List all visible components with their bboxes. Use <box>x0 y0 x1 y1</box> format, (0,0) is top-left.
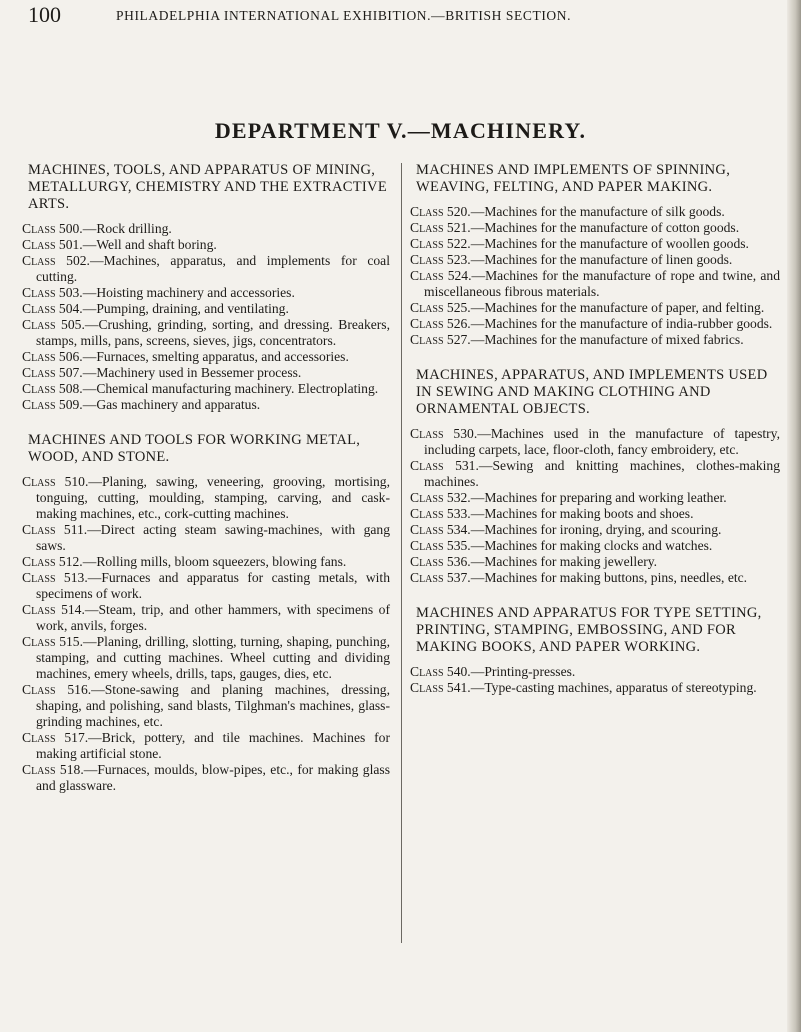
class-entry <box>410 458 780 490</box>
class-entry <box>22 730 390 762</box>
class-description: —Furnaces and apparatus for casting metals, with specimens of work. <box>36 570 390 601</box>
class-label: Class 504. <box>22 301 83 316</box>
class-label: Class 535. <box>410 538 471 553</box>
class-description: —Pumping, draining, and ventilating. <box>82 301 289 316</box>
section-title: MACHINES, TOOLS, AND APPARATUS OF MINING, METALLURGY, CHEMISTRY AND THE EXTRACTIVE ARTS. <box>28 162 387 212</box>
class-entry <box>22 570 390 602</box>
header-title: PHILADELPHIA INTERNATIONAL EXHIBITION.—BRITISH SECTION. <box>116 8 572 23</box>
class-label: Class 532. <box>410 490 471 505</box>
class-label: Class 511. <box>22 522 88 537</box>
class-description: —Machines for the manufacture of woollen goods. <box>470 236 749 251</box>
class-label: Class 525. <box>410 300 471 315</box>
class-label: Class 508. <box>22 381 83 396</box>
section-title: MACHINES, APPARATUS, AND IMPLEMENTS USED IN SEWING AND MAKING CLOTHING AND ORNAMENTAL OBJECTS. <box>416 367 768 417</box>
class-description: —Direct acting steam sawing-machines, with gang saws. <box>36 522 390 553</box>
class-entry <box>22 682 390 730</box>
class-description: —Machines for the manufacture of silk goods. <box>470 204 725 219</box>
class-label: Class 510. <box>22 474 89 489</box>
class-description: —Gas machinery and apparatus. <box>82 397 261 412</box>
class-description: —Well and shaft boring. <box>82 237 217 252</box>
class-entry <box>22 634 390 682</box>
class-entry <box>410 204 780 220</box>
class-label: Class 513. <box>22 570 88 585</box>
class-label: Class 540. <box>410 664 471 679</box>
class-label: Class 500. <box>22 221 83 236</box>
section-title: MACHINES AND IMPLEMENTS OF SPINNING, WEAVING, FELTING, AND PAPER MAKING. <box>416 162 731 195</box>
class-description: —Brick, pottery, and tile machines. Machines for making artificial stone. <box>36 730 390 761</box>
class-description: —Rock drilling. <box>82 221 172 236</box>
class-label: Class 518. <box>22 762 84 777</box>
class-label: Class 523. <box>410 252 471 267</box>
class-description: —Steam, trip, and other hammers, with specimens of work, anvils, forges. <box>36 602 391 633</box>
class-description: —Chemical manufacturing machinery. Electroplating. <box>82 381 379 396</box>
class-label: Class 515. <box>22 634 84 649</box>
class-entry <box>410 490 780 506</box>
class-description: —Machines for the manufacture of cotton goods. <box>470 220 740 235</box>
class-description: —Machines for the manufacture of rope and twine, and miscellaneous fibrous materials. <box>424 268 780 299</box>
class-entry <box>22 253 390 285</box>
left-column <box>22 162 390 794</box>
class-description: —Furnaces, smelting apparatus, and accessories. <box>82 349 349 364</box>
class-description: —Machines for the manufacture of paper, and felting. <box>470 300 765 315</box>
class-entry <box>410 680 780 696</box>
class-label: Class 536. <box>410 554 471 569</box>
class-label: Class 533. <box>410 506 471 521</box>
class-entry <box>410 538 780 554</box>
class-description: —Machinery used in Bessemer process. <box>82 365 302 380</box>
section-title: MACHINES AND APPARATUS FOR TYPE SETTING, PRINTING, STAMPING, EMBOSSING, AND FOR MAKING BOOKS, AND PAPER WORKING. <box>416 605 762 655</box>
class-label: Class 516. <box>22 682 92 697</box>
class-entry <box>22 301 390 317</box>
class-label: Class 522. <box>410 236 471 251</box>
class-entry <box>410 522 780 538</box>
class-entry <box>410 316 780 332</box>
class-label: Class 501. <box>22 237 83 252</box>
page-edge <box>787 0 801 1032</box>
class-label: Class 509. <box>22 397 83 412</box>
class-entry <box>22 522 390 554</box>
section-title: MACHINES AND TOOLS FOR WORKING METAL, WOOD, AND STONE. <box>28 432 361 465</box>
class-label: Class 506. <box>22 349 83 364</box>
class-label: Class 512. <box>22 554 83 569</box>
class-label: Class 541. <box>410 680 471 695</box>
class-label: Class 514. <box>22 602 85 617</box>
class-entry <box>410 664 780 680</box>
running-head <box>28 2 791 34</box>
class-description: —Printing-presses. <box>470 664 576 679</box>
class-entry <box>22 237 390 253</box>
section-gap <box>410 348 780 367</box>
class-label: Class 503. <box>22 285 83 300</box>
class-entry <box>22 317 390 349</box>
class-entry <box>410 236 780 252</box>
class-description: —Machines for the manufacture of mixed fabrics. <box>470 332 744 347</box>
class-label: Class 502. <box>22 253 90 268</box>
class-entry <box>410 252 780 268</box>
class-description: —Stone-sawing and planing machines, dressing, shaping, and polishing, sand blasts, Tilghman's machines, glass-grinding machines, etc. <box>36 682 390 729</box>
class-entry <box>410 570 780 586</box>
class-entry <box>22 349 390 365</box>
class-entry <box>410 220 780 236</box>
column-divider <box>401 163 402 943</box>
class-entry <box>410 268 780 300</box>
class-description: —Machines for making buttons, pins, needles, etc. <box>470 570 748 585</box>
class-entry <box>22 381 390 397</box>
class-label: Class 534. <box>410 522 471 537</box>
class-entry <box>22 474 390 522</box>
section-gap <box>22 413 390 432</box>
class-label: Class 505. <box>22 317 85 332</box>
class-description: —Hoisting machinery and accessories. <box>82 285 295 300</box>
class-label: Class 527. <box>410 332 471 347</box>
class-label: Class 524. <box>410 268 472 283</box>
class-description: —Machines for preparing and working leather. <box>470 490 727 505</box>
class-label: Class 507. <box>22 365 83 380</box>
right-column <box>410 162 780 696</box>
class-entry <box>22 285 390 301</box>
class-description: —Furnaces, moulds, blow-pipes, etc., for making glass and glassware. <box>36 762 390 793</box>
class-description: —Machines used in the manufacture of tapestry, including carpets, lace, floor-cloth, fancy embroidery, etc. <box>424 426 780 457</box>
class-description: —Machines for the manufacture of india-rubber goods. <box>470 316 773 331</box>
class-entry <box>410 426 780 458</box>
class-description: —Machines, apparatus, and implements for coal cutting. <box>36 253 390 284</box>
page-number: 100 <box>28 2 61 27</box>
section-gap <box>410 586 780 605</box>
class-description: —Machines for making boots and shoes. <box>470 506 694 521</box>
class-entry <box>410 332 780 348</box>
class-entry <box>410 300 780 316</box>
class-label: Class 520. <box>410 204 471 219</box>
class-description: —Type-casting machines, apparatus of stereotyping. <box>470 680 757 695</box>
class-entry <box>22 221 390 237</box>
department-title: DEPARTMENT V.—MACHINERY. <box>214 118 587 143</box>
class-description: —Crushing, grinding, sorting, and dressing. Breakers, stamps, mills, pans, screens, sieves, jigs, concentrators. <box>36 317 390 348</box>
class-entry <box>410 554 780 570</box>
class-entry <box>22 365 390 381</box>
class-description: —Sewing and knitting machines, clothes-making machines. <box>424 458 780 489</box>
class-label: Class 530. <box>410 426 478 441</box>
class-label: Class 517. <box>22 730 89 745</box>
class-label: Class 531. <box>410 458 479 473</box>
class-description: —Planing, sawing, veneering, grooving, mortising, tonguing, cutting, moulding, stamping, carving, and cask-making machines, etc., cork-cutting machines. <box>36 474 390 521</box>
class-description: —Machines for making clocks and watches. <box>470 538 713 553</box>
class-entry <box>410 506 780 522</box>
class-description: —Planing, drilling, slotting, turning, shaping, punching, stamping, and cutting machines. Wheel cutting and dividing machines, emery wheels, drills, taps, gauges, dies, etc. <box>36 634 390 681</box>
class-entry <box>22 762 390 794</box>
class-entry <box>22 602 390 634</box>
class-label: Class 526. <box>410 316 471 331</box>
class-description: —Machines for making jewellery. <box>470 554 658 569</box>
class-description: —Machines for ironing, drying, and scouring. <box>470 522 722 537</box>
class-label: Class 537. <box>410 570 471 585</box>
class-description: —Machines for the manufacture of linen goods. <box>470 252 733 267</box>
class-entry <box>22 397 390 413</box>
class-label: Class 521. <box>410 220 471 235</box>
class-entry <box>22 554 390 570</box>
class-description: —Rolling mills, bloom squeezers, blowing fans. <box>82 554 347 569</box>
